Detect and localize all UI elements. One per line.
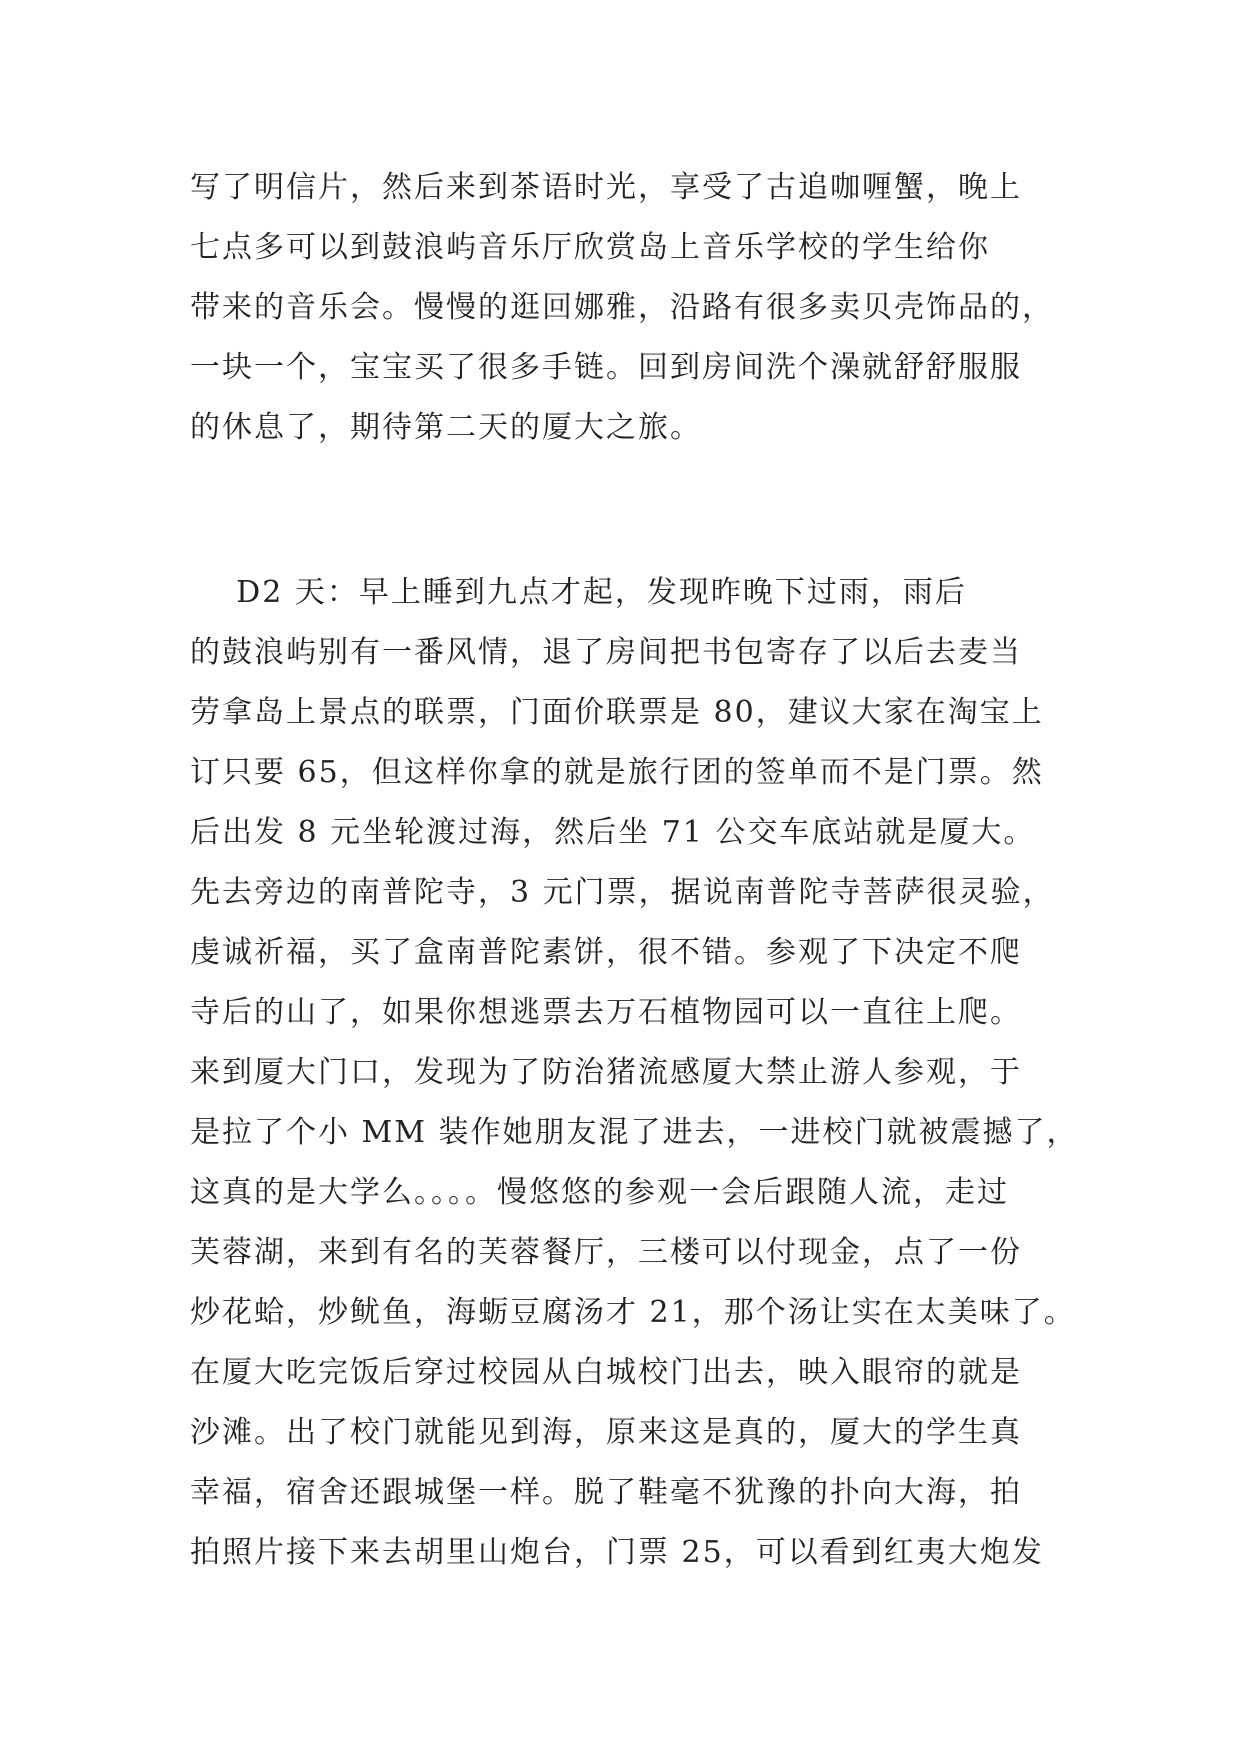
paragraph-line: 虔诚祈福，买了盒南普陀素饼，很不错。参观了下决定不爬 bbox=[190, 935, 1022, 970]
paragraph-line: 炒花蛤，炒鱿鱼，海蛎豆腐汤才 21，那个汤让实在太美味了。 bbox=[190, 1295, 1076, 1330]
paragraph-line: 是拉了个小 MM 装作她朋友混了进去，一进校门就被震撼了， bbox=[190, 1115, 1079, 1150]
paragraph-line: 写了明信片，然后来到茶语时光，享受了古追咖喱蟹，晚上 bbox=[190, 170, 1022, 205]
paragraph-line: 先去旁边的南普陀寺，3 元门票，据说南普陀寺菩萨很灵验， bbox=[190, 875, 1055, 910]
paragraph-line: 沙滩。出了校门就能见到海，原来这是真的，厦大的学生真 bbox=[190, 1415, 1022, 1450]
paragraph-line: 一块一个，宝宝买了很多手链。回到房间洗个澡就舒舒服服 bbox=[190, 350, 1022, 385]
paragraph-line: 在厦大吃完饭后穿过校园从白城校门出去，映入眼帘的就是 bbox=[190, 1355, 1022, 1390]
paragraph-1 bbox=[190, 158, 1070, 458]
paragraph-line: 的鼓浪屿别有一番风情，退了房间把书包寄存了以后去麦当 bbox=[190, 635, 1022, 670]
paragraph-line: 七点多可以到鼓浪屿音乐厅欣赏岛上音乐学校的学生给你 bbox=[190, 230, 990, 265]
paragraph-2 bbox=[190, 563, 1079, 1583]
paragraph-line: 幸福，宿舍还跟城堡一样。脱了鞋毫不犹豫的扑向大海，拍 bbox=[190, 1475, 1022, 1510]
paragraph-line: 订只要 65，但这样你拿的就是旅行团的签单而不是门票。然 bbox=[190, 755, 1044, 790]
paragraph-line: 这真的是大学么。。。。慢悠悠的参观一会后跟随人流，走过 bbox=[190, 1175, 1009, 1210]
paragraph-line: 拍照片接下来去胡里山炮台，门票 25，可以看到红夷大炮发 bbox=[190, 1535, 1044, 1570]
paragraph-line: D2 天：早上睡到九点才起，发现昨晚下过雨，雨后 bbox=[190, 575, 967, 610]
paragraph-line: 芙蓉湖，来到有名的芙蓉餐厅，三楼可以付现金，点了一份 bbox=[190, 1235, 1022, 1270]
paragraph-line: 后出发 8 元坐轮渡过海，然后坐 71 公交车底站就是厦大。 bbox=[190, 815, 1036, 850]
paragraph-line: 劳拿岛上景点的联票，门面价联票是 80，建议大家在淘宝上 bbox=[190, 695, 1044, 730]
paragraph-line: 来到厦大门口，发现为了防治猪流感厦大禁止游人参观，于 bbox=[190, 1055, 1022, 1090]
paragraph-line: 寺后的山了，如果你想逃票去万石植物园可以一直往上爬。 bbox=[190, 995, 1022, 1030]
paragraph-line: 的休息了，期待第二天的厦大之旅。 bbox=[190, 410, 702, 445]
paragraph-line: 带来的音乐会。慢慢的逛回娜雅，沿路有很多卖贝壳饰品的， bbox=[190, 290, 1054, 325]
